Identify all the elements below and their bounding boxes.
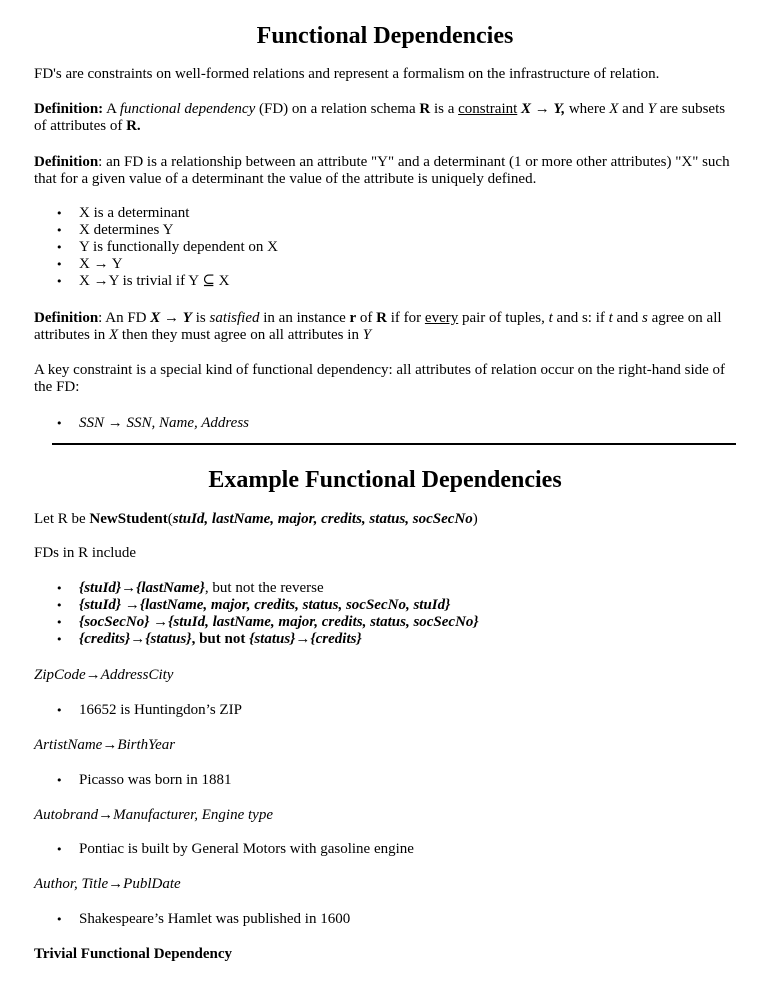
determinant-list [34, 205, 736, 290]
page-title: Functional Dependencies [256, 23, 514, 49]
list-item: • X → Y [34, 256, 736, 273]
list-item: • Shakespeare’s Hamlet was published in 1600 [34, 911, 736, 928]
trivial-fd-heading: Trivial Functional Dependency [34, 946, 233, 962]
example-list [34, 911, 736, 928]
definition-label: Definition [34, 310, 99, 326]
definition-label: Definition [34, 154, 99, 170]
section-title: Example Functional Dependencies [208, 467, 562, 493]
list-item: • 16652 is Huntingdon’s ZIP [34, 702, 736, 719]
intro-paragraph: FD's are constraints on well-formed relations and represent a formalism on the infrastructure of relation. [34, 66, 660, 82]
list-item: • SSN → SSN, Name, Address [34, 415, 736, 432]
list-item: • Y is functionally dependent on X [34, 239, 736, 256]
list-item: • Pontiac is built by General Motors with gasoline engine [34, 841, 736, 858]
example-list [34, 841, 736, 858]
list-item: • {credits}→{status}, but not {status}→{credits} [34, 631, 736, 648]
definition-3: Definition: An FD X → Y is satisfied in an instance r of R if for every pair of tuples, t and s: if t and s agree on all attributes in X then they must agree on all attributes in Y [34, 310, 722, 343]
list-item: • X →Y is trivial if Y ⊆ X [34, 273, 736, 290]
list-item: • {stuId} →{lastName, major, credits, status, socSecNo, stuId} [34, 597, 736, 614]
example-list [34, 702, 736, 719]
example-list [34, 772, 736, 789]
list-item: • X is a determinant [34, 205, 736, 222]
key-example-list [34, 415, 736, 432]
key-constraint-paragraph: A key constraint is a special kind of functional dependency: all attributes of relation occur on the right-hand side of the FD: [34, 362, 726, 395]
relation-definition: Let R be NewStudent(stuId, lastName, major, credits, status, socSecNo) [34, 511, 478, 527]
example-fd: Author, Title→PublDate [34, 876, 181, 892]
example-fd: ZipCode→AddressCity [34, 667, 174, 683]
example-fd: Autobrand→Manufacturer, Engine type [34, 807, 273, 823]
definition-label: Definition: [34, 101, 104, 117]
list-item: • Picasso was born in 1881 [34, 772, 736, 789]
list-item: • {socSecNo} →{stuId, lastName, major, credits, status, socSecNo} [34, 614, 736, 631]
fd-list [34, 580, 736, 648]
list-item: • {stuId}→{lastName}, but not the reverse [34, 580, 736, 597]
definition-1: Definition: A functional dependency (FD) on a relation schema R is a constraint X → Y, where X and Y are subsets of attributes of R. [34, 101, 726, 134]
section-divider [52, 443, 736, 445]
example-fd: ArtistName→BirthYear [34, 737, 176, 753]
definition-2: Definition: an FD is a relationship between an attribute "Y" and a determinant (1 or more other attributes) "X" such that for a given value of a determinant the value of the attribute is uniquely defined. [34, 154, 730, 187]
fds-label: FDs in R include [34, 545, 137, 561]
list-item: • X determines Y [34, 222, 736, 239]
